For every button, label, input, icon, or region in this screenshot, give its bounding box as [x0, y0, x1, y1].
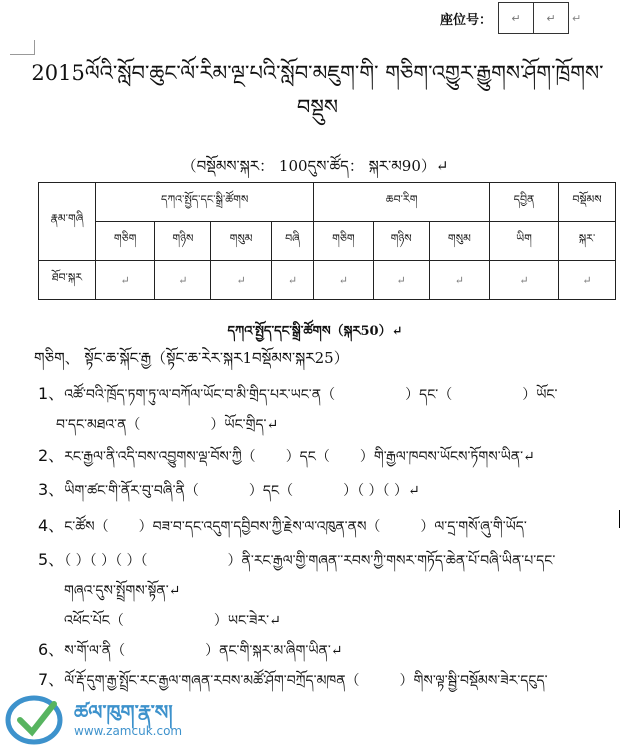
score-cell[interactable]: ↵ [429, 261, 489, 300]
score-cell[interactable]: ↵ [373, 261, 429, 300]
question-number: 3、 [38, 480, 65, 499]
question-text: ）གིས་ལྟ་སྦྱི་བསྡོམས་ཟེར་དངུད་ [399, 673, 548, 689]
watermark-url: www.zamcuk.com [74, 724, 183, 738]
question-number: 5、 [38, 550, 65, 569]
score-table-sub-1-3: གསུམ [211, 222, 271, 261]
question-text: （ ）（ ）（ ）（ [64, 553, 148, 569]
score-table-sub-2-3: གསུམ [429, 222, 489, 261]
question-number: 1、 [38, 384, 65, 403]
score-cell[interactable]: ↵ [271, 261, 314, 300]
text-cursor [619, 510, 620, 528]
question-text: ）ཡོང་ [522, 387, 558, 403]
seat-number-label: 座位号： [440, 12, 493, 28]
seat-number-field [440, 2, 581, 34]
question-text: ལོ་རྡོ་དུག་རྒྱ་སྤྲོང་རང་རྒྱལ་གཞན་རབས་མཚོ་ཤོག་བཀྲོད་མཁན（ [64, 673, 360, 689]
score-table-col-4-sub: སྐར་ [559, 222, 616, 261]
score-table-group-2: ཆབ་རིག [314, 183, 490, 222]
score-table-sub-2-2: གཉིས [373, 222, 429, 261]
question-number: 4、 [38, 516, 65, 535]
score-table-col-3-sub: ཡིག [490, 222, 559, 261]
score-cell[interactable]: ↵ [490, 261, 559, 300]
score-table-col-4: བསྡོམས [559, 183, 616, 222]
score-table-group-1: དཀའ་སྤྱོད་དང་སྒྲི་ཚོགས [96, 183, 314, 222]
question-text: གཞའ་དུས་སྤྲོགས་སྟོན་↵ [64, 583, 181, 599]
score-table-sub-1-4: བཞི [271, 222, 314, 261]
question-text: རང་རྒྱལ་ནི་འདི་བས་འབྱུགས་ལྡ་བོས་ཀྱི（ [64, 449, 256, 465]
exam-title: 2015ལོའི་སློབ་ཆུང་ལོ་རིམ་ལྔ་པའི་སློབ་མཇུག་གི་ གཅིག་འགྱུར་རྒྱུགས་ཤོག་ཁྲོགས་བསྡུས [31, 61, 604, 119]
question-text: ）དང（ [285, 449, 330, 465]
question-text: འཚོ་བའི་ཁྲོད་ཏག་ཏུ་ལ་བཀོལ་ཡོང་བ་མི་གྲིད་པར་ཡང་ན（ [64, 387, 336, 403]
question-text: ）ཡོང་གྲིད་↵ [210, 417, 279, 433]
question-text: ）ཡང་ཟེར་↵ [213, 613, 281, 629]
question-text: ཡིག་ཚང་གི་ནོར་བུ་བཞི་ནི（ [64, 483, 199, 499]
seat-number-box-2[interactable]: ↵ [534, 2, 569, 34]
question-text: ས་གོ་ལ་ནི（ [64, 643, 126, 659]
question-text: ）ལ་དྲ་གསོ་ཞུ་གི་ཡོད་ [420, 519, 527, 535]
question-number: 6、 [38, 640, 65, 659]
score-table [38, 182, 616, 300]
score-table-sub-1-1: གཅིག [96, 222, 155, 261]
score-cell[interactable]: ↵ [155, 261, 211, 300]
score-cell[interactable]: ↵ [96, 261, 155, 300]
site-watermark [4, 690, 254, 750]
score-cell[interactable]: ↵ [559, 261, 616, 300]
score-table-sub-1-2: གཉིས [155, 222, 211, 261]
score-table-title-cell: རྣམ་གཞི [39, 183, 96, 261]
seat-number-box-1[interactable]: ↵ [498, 2, 534, 34]
score-cell[interactable]: ↵ [211, 261, 271, 300]
watermark-title: ཚལ་ཁུག་རྣ་ས། [74, 700, 173, 724]
question-text: ང་ཚོས（ [64, 519, 109, 535]
question-number: 2、 [38, 446, 65, 465]
section-heading: དཀའ་སྤྱོད་དང་སྒྲི་ཚོགས（སྐར50）↵ [227, 324, 403, 339]
question-text: ）ནི་རང་རྒྱལ་གྱི་གཞན་་རབས་ཀྱི་གསར་གཏོད་ཆེན་པོ་བཞི་ཡིན་པ་དང་ [227, 553, 556, 569]
question-number: 7、 [38, 670, 65, 689]
score-table-sub-2-1: གཅིག [314, 222, 373, 261]
question-text: ）དང་（ [405, 387, 453, 403]
question-text: ）（ ）（ ）↵ [343, 483, 420, 499]
exam-subtitle: （བསྡོམས་སྐར： 100དུས་ཚོད： སྐར་མ90）↵ [181, 157, 449, 175]
question-text: ）བཟ་བ་དང་འདུག་དབྱིབས་ཀྱི་རྗེས་ལ་འཁུན་ནས（ [138, 519, 381, 535]
part-heading: གཅིག、 སྟོང་ཆ་སྐོང་རྒྱ（སྟོང་ཆ་རེར་སྐར1བསྡོམས་སྐར25） [34, 349, 349, 367]
question-text: ）གི་རྒྱལ་ཁབས་ཡོངས་ཏོགས་ཡིན་↵ [359, 449, 535, 465]
score-row-label: ཐོབ་སྐར [39, 261, 96, 300]
score-cell[interactable]: ↵ [314, 261, 373, 300]
question-3 [38, 474, 420, 514]
question-text: བ་དང་མཐའ་ན（ [56, 417, 141, 433]
watermark-logo-icon [4, 690, 66, 746]
question-text: ）ནང་གི་སྐར་མ་ཞིག་ཡིན་↵ [205, 643, 343, 659]
score-table-col-3: དབྱིན [490, 183, 559, 222]
paragraph-mark-icon: ↵ [572, 11, 582, 25]
question-text: འཕོང་པོང（ [64, 613, 124, 629]
question-text: ）དང（ [248, 483, 294, 499]
margin-corner-mark [10, 40, 35, 55]
